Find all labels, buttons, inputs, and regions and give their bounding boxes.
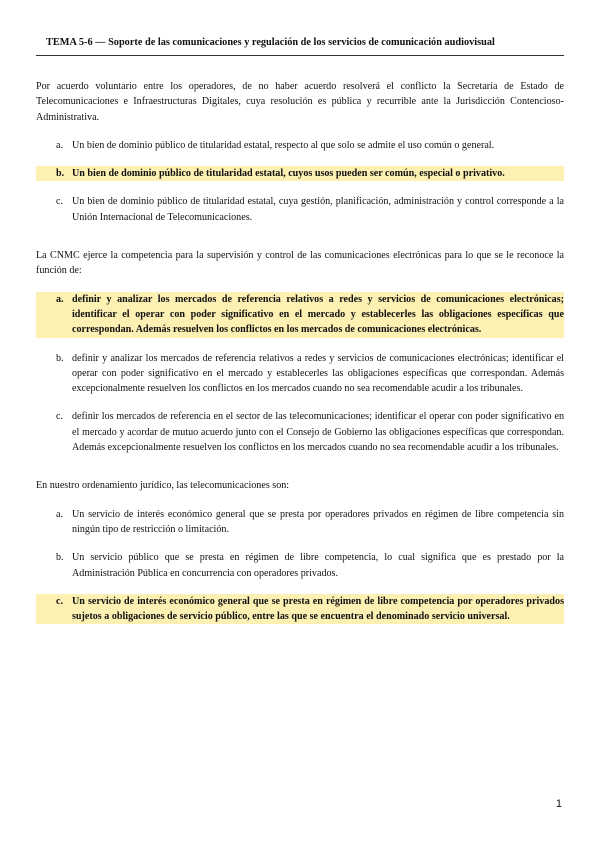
document-header: TEMA 5-6 — Soporte de las comunicaciones y regulación de los servicios de comunicación audiovisual — [46, 37, 495, 48]
option-letter: b. — [56, 352, 64, 364]
document-body — [36, 79, 564, 637]
option-text: Un bien de dominio público de titularidad estatal, respecto al que solo se admite el uso común o general. — [72, 139, 495, 151]
option-text: Un bien de dominio público de titularidad estatal, cuya gestión, planificación, administración y control corresponde a la Unión Internacional de Telecomunicaciones. — [72, 196, 564, 223]
option-text: Un servicio de interés económico general que se presta en régimen de libre competencia por operadores privados sujetos a obligaciones de servicio público, entre las que se encuentra el denominado servicio universal. — [72, 595, 564, 623]
option-text: definir y analizar los mercados de referencia relativos a redes y servicios de comunicaciones electrónicas; identificar el operar con poder significativo en el mercado y establecerles las obligaciones específicas que correspondan. Además excepcionalmente resuelven los conflictos en los mercados cuando no sea recomendable acudir a los tribunales. — [72, 352, 564, 395]
option-letter: c. — [56, 196, 64, 208]
question-1-text: Por acuerdo voluntario entre los operadores, de no haber acuerdo resolverá el conflicto la Secretaría de Estado de Telecomunicaciones e Infraestructuras Digitales, cuya resolución es pública y recurrible ante la Jurisdicción Contencioso-Administrativa. — [36, 81, 564, 123]
option-letter: b. — [56, 168, 65, 180]
option-text: Un bien de dominio público de titularidad estatal, cuyos usos pueden ser común, especial o privativo. — [72, 168, 505, 180]
option-letter: b. — [56, 552, 64, 564]
question-2-text: La CNMC ejerce la competencia para la supervisión y control de las comunicaciones electrónicas para lo que se le reconoce la función de: — [36, 250, 564, 277]
option-text: definir y analizar los mercados de referencia relativos a redes y servicios de comunicaciones electrónicas; identificar el operar con poder significativo en el mercado y establecerles las obligaciones específicas que correspondan. Además resuelven los conflictos en los mercados de comunicaciones electrónicas. — [72, 293, 564, 336]
spacer — [36, 468, 564, 478]
question-3-option-c-correct — [36, 594, 564, 625]
option-text: Un servicio de interés económico general que se presta por operadores privados en régimen de libre competencia sin ningún tipo de restricción o limitación. — [72, 508, 564, 535]
option-text: Un servicio público que se presta en régimen de libre competencia, lo cual significa que es prestado por la Administración Pública en concurrencia con operadores privados. — [72, 552, 564, 579]
option-text: definir los mercados de referencia en el sector de las telecomunicaciones; identificar el operar con poder significativo en el mercado y acordar de mutuo acuerdo junto con el Consejo de Gobierno las obligaciones específicas que correspondan. Además excepcionalmente resuelven los conflictos en los mercados cuando no sea recomendable acudir a los tribunales. — [72, 411, 564, 454]
question-1-option-b-correct — [36, 166, 564, 181]
option-letter: a. — [56, 139, 64, 151]
spacer — [36, 238, 564, 248]
question-3-option-a — [36, 507, 564, 538]
header-divider — [36, 55, 564, 56]
page-number: 1 — [555, 798, 562, 810]
option-letter: a. — [56, 293, 64, 305]
option-letter: a. — [56, 508, 64, 520]
question-3-text: En nuestro ordenamiento jurídico, las telecomunicaciones son: — [36, 480, 290, 492]
option-letter: c. — [56, 595, 64, 607]
question-1-option-a — [36, 138, 564, 153]
question-2-option-b — [36, 351, 564, 397]
question-3-option-b — [36, 550, 564, 581]
question-2-option-a-correct — [36, 292, 564, 338]
option-letter: c. — [56, 411, 64, 423]
question-2-option-c — [36, 409, 564, 455]
question-1-option-c — [36, 194, 564, 225]
